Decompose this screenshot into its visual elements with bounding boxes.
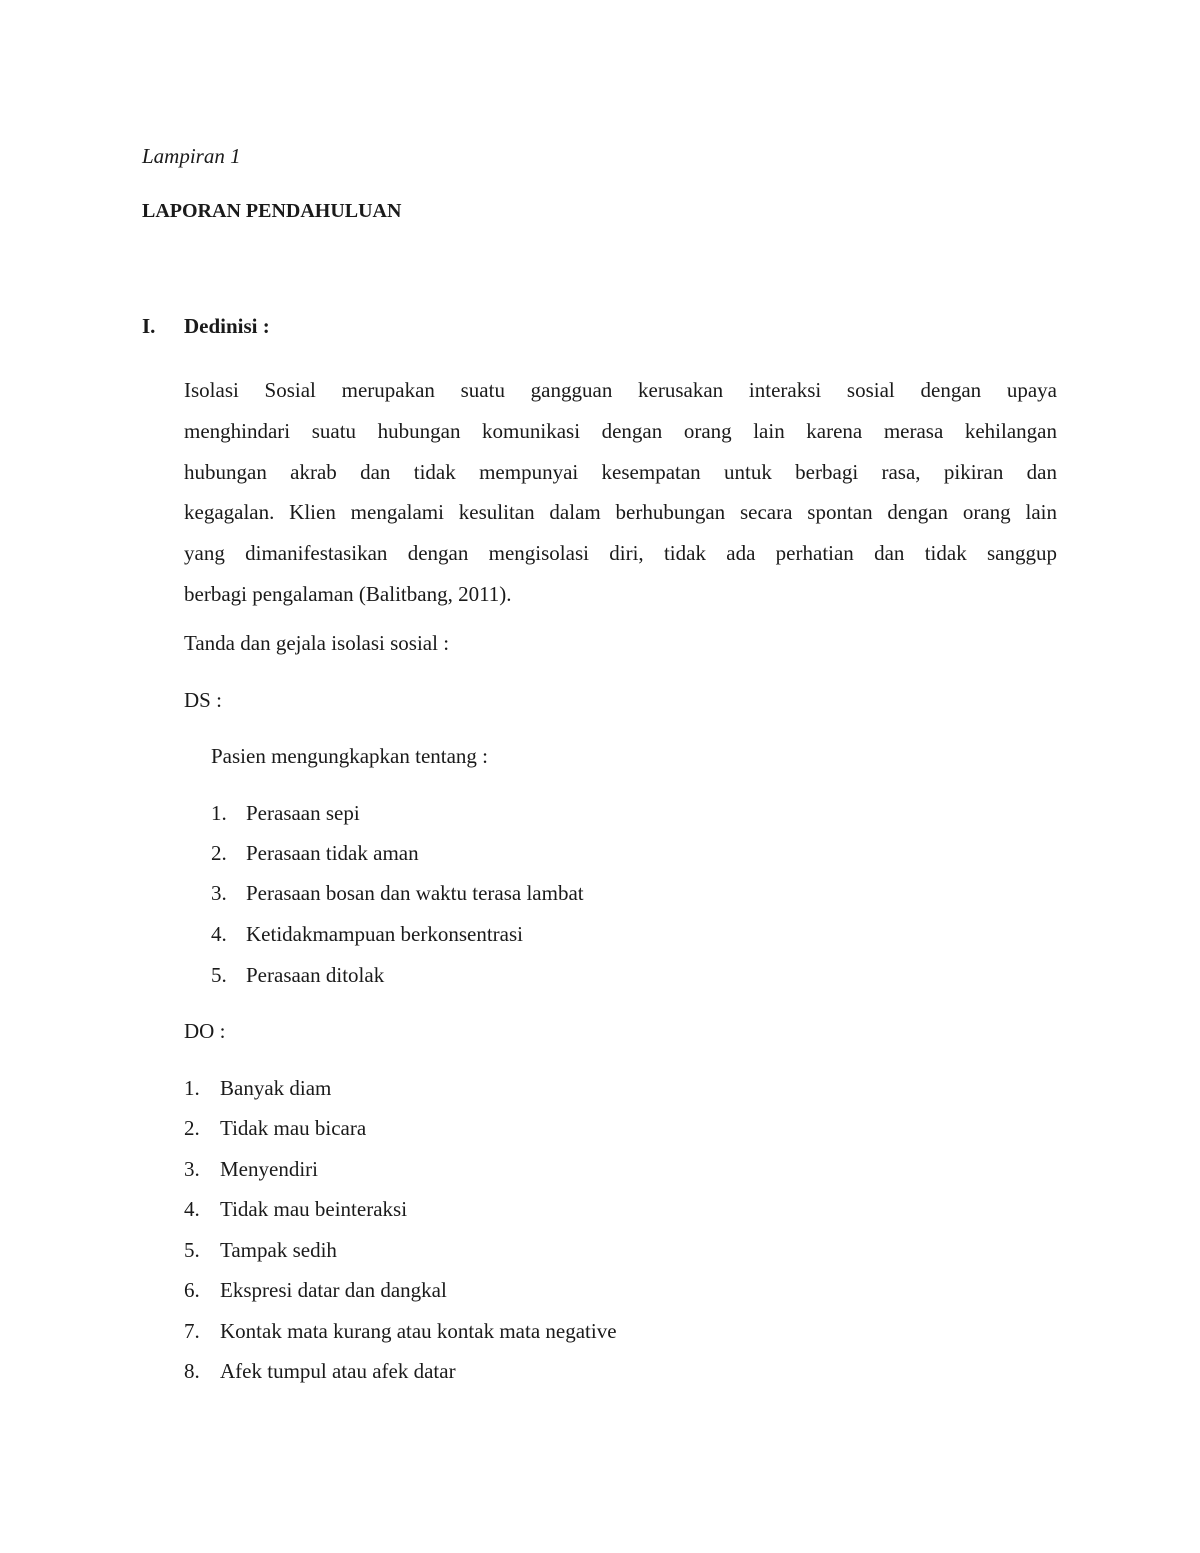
signs-heading: Tanda dan gejala isolasi sosial : [184, 631, 450, 655]
definition-line: Isolasi Sosial merupakan suatu gangguan kerusakan interaksi sosial dengan upaya [184, 378, 1057, 402]
attachment-label: Lampiran 1 [142, 144, 241, 168]
list-item-number: 6. [184, 1278, 200, 1302]
list-item-number: 1. [184, 1076, 200, 1100]
list-item: Ketidakmampuan berkonsentrasi [246, 922, 523, 946]
list-item: Menyendiri [220, 1157, 318, 1181]
list-item-number: 7. [184, 1319, 200, 1343]
list-item: Perasaan ditolak [246, 963, 385, 987]
list-item-number: 2. [211, 841, 227, 865]
ds-intro: Pasien mengungkapkan tentang : [211, 744, 489, 768]
list-item-number: 4. [184, 1197, 200, 1221]
list-item-number: 3. [211, 881, 227, 905]
list-item: Perasaan tidak aman [246, 841, 419, 865]
list-item: Perasaan bosan dan waktu terasa lambat [246, 881, 584, 905]
list-item: Tampak sedih [220, 1238, 337, 1262]
definition-line: berbagi pengalaman (Balitbang, 2011). [184, 581, 512, 606]
document-title: LAPORAN PENDAHULUAN [142, 200, 402, 222]
list-item: Ekspresi datar dan dangkal [220, 1278, 447, 1302]
list-item-number: 5. [184, 1238, 200, 1262]
list-item: Afek tumpul atau afek datar [220, 1359, 456, 1383]
list-item: Perasaan sepi [246, 801, 360, 825]
list-item: Tidak mau beinteraksi [220, 1197, 408, 1221]
list-item: Kontak mata kurang atau kontak mata negative [220, 1319, 617, 1343]
definition-paragraph [184, 370, 1057, 615]
list-item-number: 5. [211, 963, 227, 987]
section-heading: Dedinisi : [184, 314, 270, 338]
list-item-number: 4. [211, 922, 227, 946]
list-item-number: 3. [184, 1157, 200, 1181]
do-label: DO : [184, 1019, 226, 1043]
list-item: Banyak diam [220, 1076, 332, 1100]
list-item-number: 8. [184, 1359, 200, 1383]
list-item: Tidak mau bicara [220, 1116, 367, 1140]
definition-line: hubungan akrab dan tidak mempunyai kesempatan untuk berbagi rasa, pikiran dan [184, 459, 1057, 484]
list-item-number: 2. [184, 1116, 200, 1140]
section-number: I. [142, 314, 156, 338]
list-item-number: 1. [211, 801, 227, 825]
ds-label: DS : [184, 688, 222, 712]
definition-line: menghindari suatu hubungan komunikasi dengan orang lain karena merasa kehilangan [184, 418, 1057, 443]
definition-line: kegagalan. Klien mengalami kesulitan dalam berhubungan secara spontan dengan orang lain [184, 500, 1057, 525]
definition-line: yang dimanifestasikan dengan mengisolasi diri, tidak ada perhatian dan tidak sanggup [184, 541, 1057, 566]
